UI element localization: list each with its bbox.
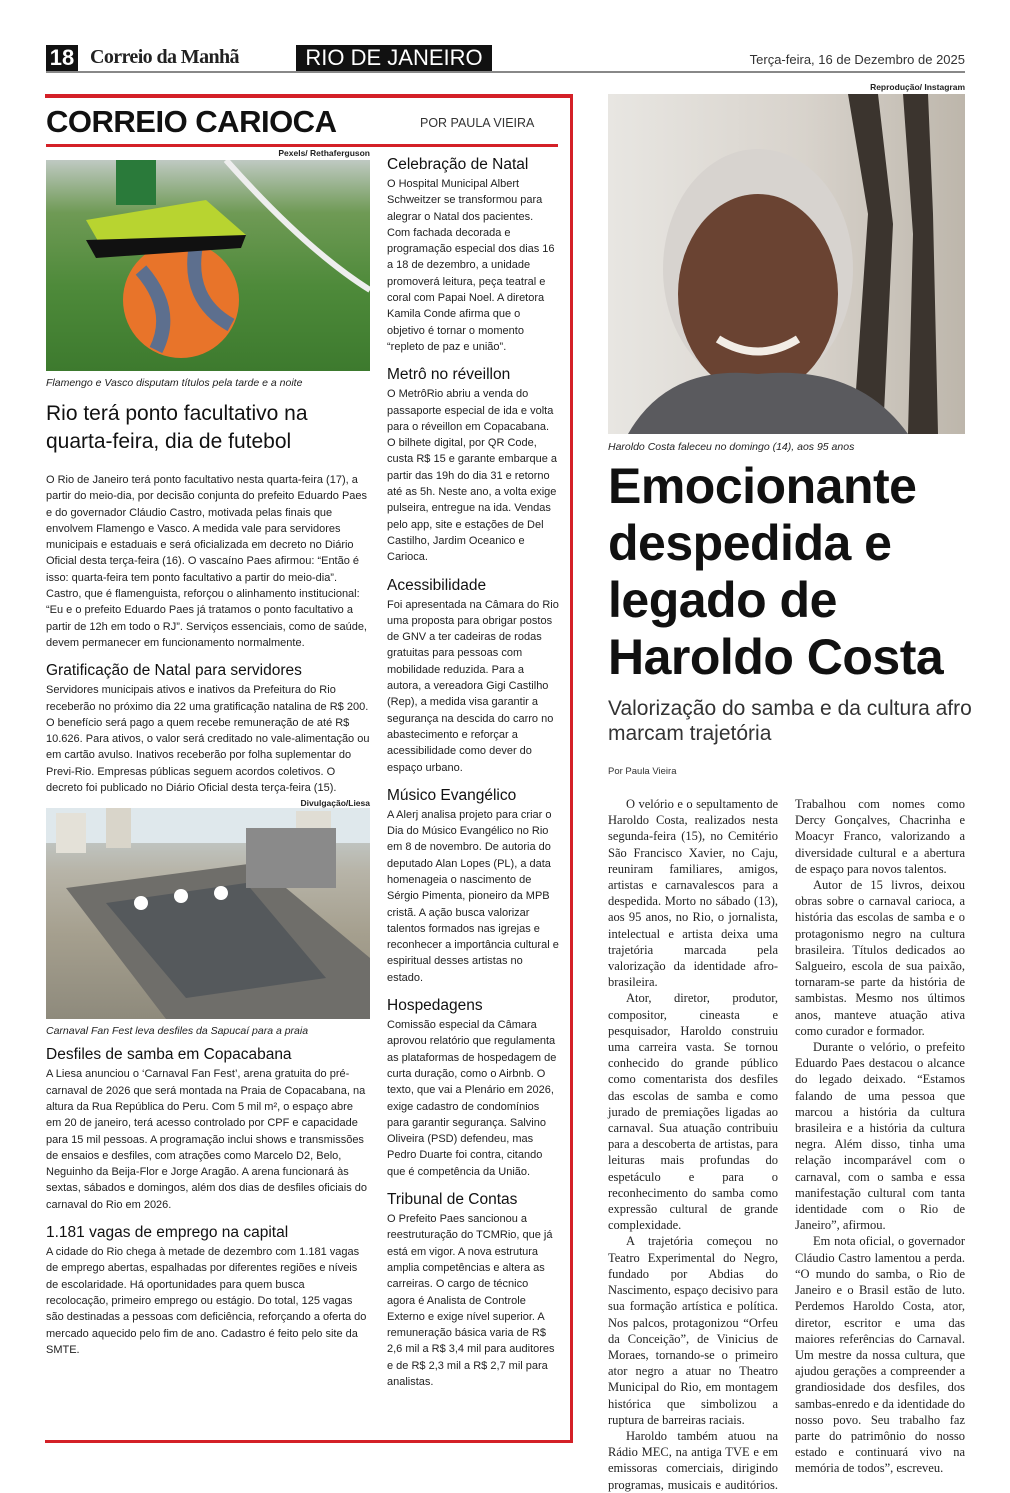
- issue-date: Terça-feira, 16 de Dezembro de 2025: [749, 52, 965, 67]
- article-paragraph: Haroldo também atuou na Rádio MEC, na antiga TVE e em emissoras comerciais, dirigindo programas, musicais e auditórios. Trabalhou com nomes como Dercy Gonçalves, Chacrinha e Moacyr Franco, valorizando a diversidade cultural e a abertura de espaço para novos talentos.: [608, 797, 965, 1492]
- main-headline: Emocionante despedida e legado de Haroldo Costa: [608, 458, 944, 685]
- article-title: 1.181 vagas de emprego na capital: [46, 1224, 289, 1242]
- note-text: Foi apresentada na Câmara do Rio uma proposta para obrigar postos de GNV a ter cadeiras de rodas gratuitas para pessoas com mobilidade reduzida. Para a autora, a vereadora Gigi Castilho (Rep), a medida visa garantir a segurança na descida do carro no abastecimento e reforçar a acessibilidade como dever do espaço urbano.: [387, 598, 559, 774]
- photo-credit: Divulgação/Liesa: [300, 798, 370, 809]
- football-photo: [46, 160, 370, 371]
- note-text: O MetrôRio abriu a venda do passaporte especial de ida e volta para o réveillon em Copacabana. O bilhete digital, por QR Code, custa R$ 15 e garante embarque a partir das 19h do dia 31 e retorno até as 5h. Neste ano, a volta exige pulseira, entregue na ida. Vendas pelo app, site e estações de Del Castilho, Jardim Oceanico e Carioca.: [387, 388, 558, 564]
- column-divider: [46, 144, 558, 147]
- fan-fest-rendering: [46, 808, 370, 1019]
- article-paragraph: Durante o velório, o prefeito Eduardo Paes destacou o alcance do legado deixado. “Estamos falando de uma pessoa que marcou a história da cultura brasileira e a história da cultura negra. Além disso, tinha uma relação incomparável com o carnaval, com o samba e essa manifestação cultural com tanta identidade com o Rio de Janeiro”, afirmou.: [795, 1040, 965, 1233]
- article-paragraph: Autor de 15 livros, deixou obras sobre o carnaval carioca, a história das escolas de samba e o protagonismo negro na cultura brasileira. Títulos dedicados ao Salgueiro, escola de sua paixão, tornaram-se parte da história de sambistas. Mesmo nos últimos anos, manteve atuação ativa como curador e formador.: [795, 878, 965, 1038]
- newspaper-logo: Correio da Manhã: [90, 46, 239, 68]
- article-text: A cidade do Rio chega à metade de dezembro com 1.181 vagas de emprego abertas, espalhadas por diferentes regiões e níveis de escolaridade. Há oportunidades para quem busca recolocação, primeiro emprego ou estágio. Do total, 125 vagas são destinadas a pessoas com deficiência, reforçando a oferta do mercado aquecido pelo fim de ano. Cadastro é feito pelo site da SMTE.: [46, 1246, 367, 1356]
- article-paragraph: A trajetória começou no Teatro Experimental do Negro, fundado por Abdias do Nascimento, espaço decisivo para sua formação artística e política. Nos palcos, protagonizou “Orfeu da Conceição”, de Vinicius de Moraes, tornando-se o primeiro ator negro a atuar no Theatro Municipal do Rio, em montagem histórica que simbolizou a ruptura de barreiras raciais.: [608, 1234, 778, 1427]
- article-paragraph: O velório e o sepultamento de Haroldo Costa, realizados nesta segunda-feira (15), no Cemitério São Francisco Xavier, no Caju, reuniram familiares, amigos, artistas e carnavalescos para a despedida. Morto no sábado (13), aos 95 anos, no Rio, o jornalista, intelectual e artista deixa uma trajetória marcada pela valorização da identidade afro-brasileira.: [608, 797, 778, 990]
- article-text: Servidores municipais ativos e inativos da Prefeitura do Rio receberão no próximo dia 22 uma gratificação natalina de R$ 200. O benefício será pago a quem recebe remuneração de até R$ 10.626. Para ativos, o valor será creditado no vale-alimentação ou em cartão avulso. Inativos receberão por folha suplementar do Previ-Rio. Empresas públicas seguem acordos coletivos. O decreto foi publicado no Diário Oficial desta terça-feira (15).: [46, 684, 370, 795]
- left-column: [46, 148, 370, 1358]
- column-title: CORREIO CARIOCA: [46, 104, 337, 139]
- article-text: O Rio de Janeiro terá ponto facultativo nesta quarta-feira (17), a partir do meio-dia, por decisão conjunta do prefeito Eduardo Paes e do governador Cláudio Castro, motivada pelas finais que envolvem Flamengo e Vasco. A medida vale para servidores municipais e estaduais e será oficializada em decreto no Diário Oficial desta terça-feira (16). O vascaíno Paes afirmou: “Então é isso: quarta-feira tem ponto facultativo a partir do meio-dia”. Castro, que é flamenguista, reforçou o alinhamento institucional: “Eu e o prefeito Eduardo Paes já tratamos o ponto facultativo a partir de 12h em todo o RJ”. Serviços essenciais, como de saúde, devem permanecer em funcionamento normalmente.: [46, 474, 368, 649]
- page-number: 18: [46, 45, 78, 71]
- main-byline: Por Paula Vieira: [608, 766, 677, 777]
- note-title: Metrô no réveillon: [387, 366, 511, 384]
- note-title: Hospedagens: [387, 997, 483, 1015]
- note-title: Músico Evangélico: [387, 786, 517, 804]
- note-title: Celebração de Natal: [387, 156, 529, 173]
- note-text: O Hospital Municipal Albert Schweitzer se transformou para alegrar o Natal dos pacientes. Com fachada decorada e programação especial dos dias 16 a 18 de dezembro, a unidade promoverá leitura, peça teatral e coral com Papai Noel. A diretora Kamila Conde afirma que o objetivo é tornar o momento “repleto de paz e união”.: [387, 178, 555, 353]
- main-subheadline: Valorização do samba e da cultura afro marcam trajetória: [608, 697, 972, 745]
- photo-credit: Reprodução/ Instagram: [870, 82, 965, 92]
- note-text: O Prefeito Paes sancionou a reestruturação do TCMRio, que já está em vigor. A nova estrutura amplia competências e altera as carreiras. O cargo de técnico agora é Analista de Controle Externo e exige nível superior. A remuneração básica varia de R$ 2,6 mil a R$ 3,4 mil para auditores e de R$ 2,3 mil a R$ 2,7 mil para analistas.: [387, 1213, 555, 1388]
- article-title: Desfiles de samba em Copacabana: [46, 1046, 292, 1064]
- header-divider: [46, 71, 965, 73]
- photo-caption: Haroldo Costa faleceu no domingo (14), aos 95 anos: [608, 441, 855, 453]
- photo-caption: Flamengo e Vasco disputam títulos pela tarde e a noite: [46, 377, 303, 389]
- article-paragraph: Em nota oficial, o governador Cláudio Castro lamentou a perda. “O mundo do samba, o Rio de Janeiro e o Brasil estão de luto. Perdemos Haroldo Costa, ator, diretor, escritor e uma das maiores referências do Carnaval. Um mestre da nossa cultura, que ajudou gerações a compreender a grandiosidade dos desfiles, dos sambas-enredo e da identidade do nosso povo. Seu trabalho faz parte do patrimônio do nosso estado e continuará vivo na memória de todos”, escreveu.: [795, 1234, 965, 1476]
- note-text: Comissão especial da Câmara aprovou relatório que regulamenta as plataformas de hospedagem de curta duração, como o Airbnb. O texto, que vai a Plenário em 2026, exige cadastro de condomínios para garantir segurança. Salvino Oliveira (PSD) defendeu, mas Pedro Duarte foi contra, citando que é competência da União.: [387, 1019, 557, 1178]
- note-text: A Alerj analisa projeto para criar o Dia do Músico Evangélico no Rio em 8 de novembro. De autoria do deputado Alan Lopes (PL), a data homenageia o nascimento de Sérgio Pimenta, pioneiro da MPB cristã. A ação busca valorizar talentos formados nas igrejas e reconhecer a importância cultural e espiritual desses artistas no estado.: [387, 808, 559, 984]
- note-title: Tribunal de Contas: [387, 1191, 518, 1209]
- column-byline: POR PAULA VIEIRA: [420, 116, 535, 130]
- photo-credit: Pexels/ Rethaferguson: [278, 148, 370, 158]
- photo-caption: Carnaval Fan Fest leva desfiles da Sapucaí para a praia: [46, 1025, 309, 1038]
- section-label: RIO DE JANEIRO: [296, 45, 492, 71]
- article-paragraph: Ator, diretor, produtor, compositor, cineasta e pesquisador, Haroldo construiu uma carreira vasta. Se tornou conhecido do grande público como comentarista dos desfiles das escolas de samba e como jurado de premiações ligadas ao carnaval. Sua atuação contribuiu para a descoberta de artistas, para leituras mais profundas do espetáculo e para o reconhecimento do samba como expressão cultural de grande complexidade.: [608, 991, 778, 1233]
- haroldo-costa-photo: [608, 94, 965, 434]
- main-article-body: [608, 796, 965, 1493]
- article-text: A Liesa anunciou o ‘Carnaval Fan Fest’, arena gratuita do pré-carnaval de 2026 que será montada na Praia de Copacabana, na altura da Rua República do Peru. Com 5 mil m², o espaço abre em 20 de janeiro, terá acesso controlado por CPF e capacidade para 15 mil pessoas. A programação inclui shows e transmissões de ensaios e desfiles, com atrações como Marcelo D2, Belo, Neguinho da Beija-Flor e Jorge Aragão. A arena funcionará às sextas, sábados e domingos, além dos dias de desfiles oficiais do carnaval do Rio em 2026.: [46, 1068, 368, 1211]
- article-title: Gratificação de Natal para servidores: [46, 662, 302, 680]
- article-headline: Rio terá ponto facultativo na quarta-feira, dia de futebol: [46, 402, 308, 453]
- note-title: Acessibilidade: [387, 576, 487, 594]
- notes-column: [387, 155, 559, 1390]
